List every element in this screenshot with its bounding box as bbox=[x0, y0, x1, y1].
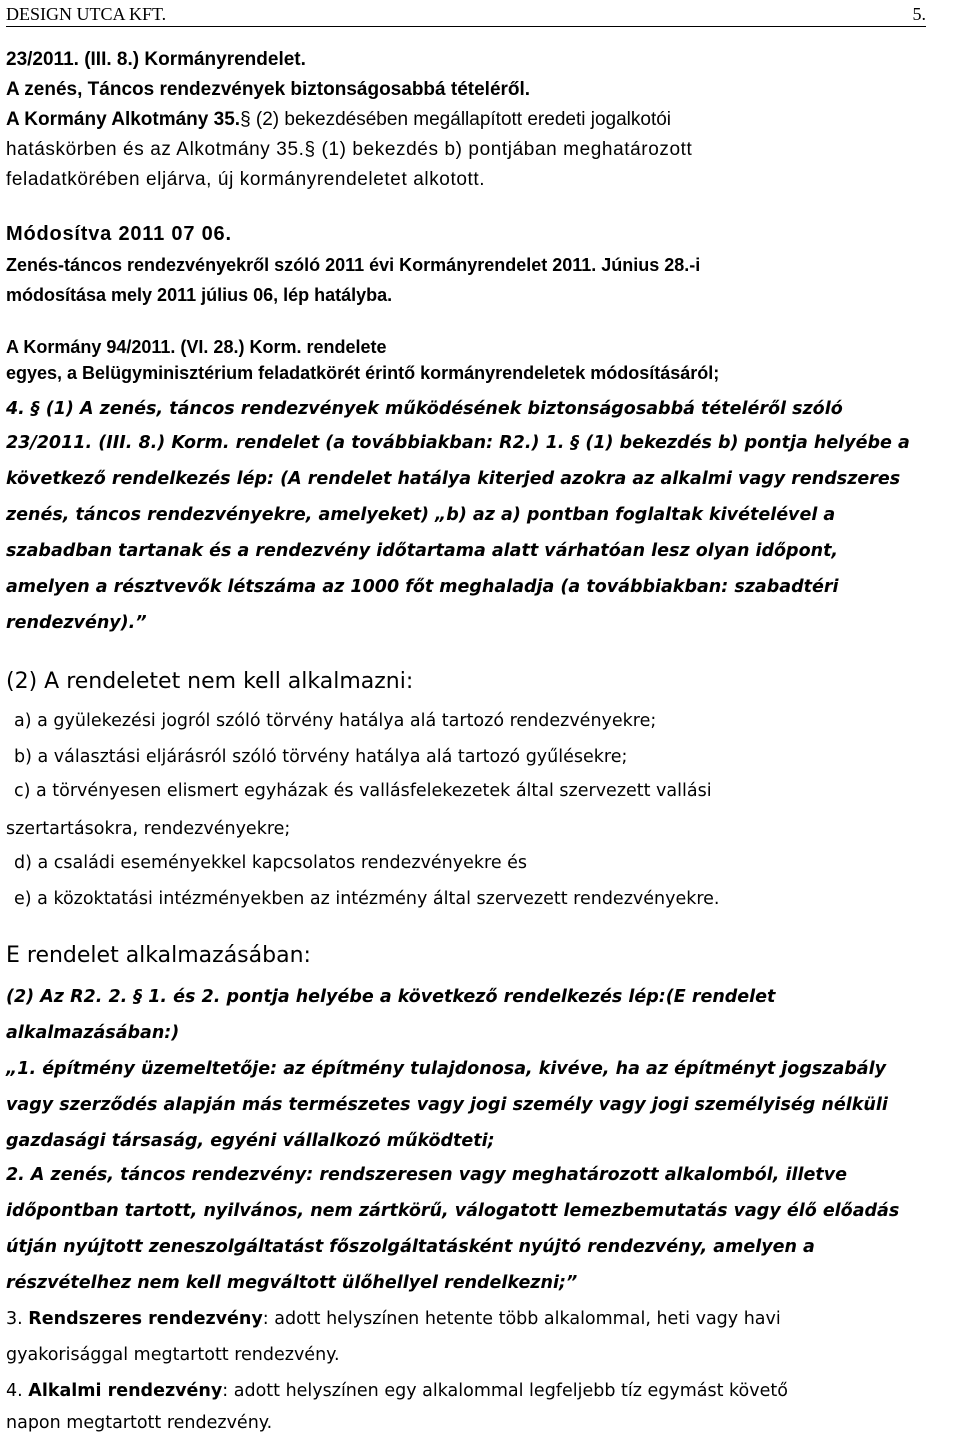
definition-1: gazdasági társaság, egyéni vállalkozó működteti; bbox=[6, 1131, 495, 1151]
definition-3-number: 3. bbox=[6, 1309, 23, 1329]
amendment-title: A Kormány 94/2011. (VI. 28.) Korm. rendelete bbox=[6, 337, 387, 357]
exemption-item: d) a családi eseményekkel kapcsolatos rendezvényekre és bbox=[14, 853, 528, 873]
decree-title: 23/2011. (III. 8.) Kormányrendelet. bbox=[6, 49, 306, 70]
exemptions-heading-text: A rendeletet nem kell alkalmazni: bbox=[44, 669, 414, 694]
company-name: DESIGN UTCA KFT. bbox=[6, 4, 167, 24]
preamble-rest: § (2) bekezdésében megállapított eredeti jogalkotói bbox=[240, 109, 672, 130]
exemption-item: a) a gyülekezési jogról szóló törvény hatálya alá tartozó rendezvényekre; bbox=[14, 711, 657, 731]
definition-4-term: Alkalmi rendezvény bbox=[28, 1381, 223, 1401]
definition-2: részvételhez nem kell megváltott ülőhellyel rendelkezni;” bbox=[6, 1273, 578, 1293]
definition-1: vagy szerződés alapján más természetes vagy jogi személy vagy jogi személyiség nélküli bbox=[6, 1095, 888, 1115]
definitions-heading: E rendelet alkalmazásában: bbox=[6, 943, 311, 968]
amendment-text: rendezvény).” bbox=[6, 613, 147, 633]
amendment-text: zenés, táncos rendezvényekre, amelyeket) „b) az a) pontban foglaltak kivételével a bbox=[6, 505, 836, 525]
exemption-item: e) a közoktatási intézményekben az intézmény által szervezett rendezvényekre. bbox=[14, 889, 720, 909]
amendment-text: következő rendelkezés lép: (A rendelet hatálya kiterjed azokra az alkalmi vagy rendszeres bbox=[6, 469, 901, 489]
definition-2: időpontban tartott, nyilvános, nem zártkörű, válogatott lemezbemutatás vagy élő előadás bbox=[6, 1201, 900, 1221]
page-number: 5. bbox=[912, 4, 926, 24]
exemptions-number: (2) bbox=[6, 669, 38, 694]
amendment-text: 4. § (1) A zenés, táncos rendezvények működésének biztonságosabbá tételéről szóló bbox=[6, 399, 843, 419]
page-header bbox=[6, 2, 926, 27]
decree-preamble-line: feladatkörében eljárva, új kormányrendeletet alkotott. bbox=[6, 169, 486, 190]
exemption-item: szertartásokra, rendezvényekre; bbox=[6, 819, 291, 839]
exemption-item: c) a törvényesen elismert egyházak és vallásfelekezetek által szervezett vallási bbox=[14, 781, 712, 801]
definition-4-number: 4. bbox=[6, 1381, 23, 1401]
definition-4 bbox=[6, 1376, 788, 1406]
decree-subtitle: A zenés, Táncos rendezvények biztonságosabbá tételéről. bbox=[6, 79, 531, 100]
exemption-item: b) a választási eljárásról szóló törvény hatálya alá tartozó gyűlésekre; bbox=[14, 747, 628, 767]
definition-4-text: : adott helyszínen egy alkalommal legfeljebb tíz egymást követő bbox=[222, 1381, 788, 1401]
definitions-intro: alkalmazásában:) bbox=[6, 1023, 180, 1043]
exemptions-heading bbox=[6, 666, 413, 698]
definition-2: 2. A zenés, táncos rendezvény: rendszeresen vagy meghatározott alkalomból, illetve bbox=[6, 1165, 847, 1185]
preamble-bold: A Kormány Alkotmány 35. bbox=[6, 109, 241, 130]
definition-3 bbox=[6, 1304, 781, 1334]
definition-1: „1. építmény üzemeltetője: az építmény tulajdonosa, kivéve, ha az építményt jogszabály bbox=[6, 1059, 887, 1079]
modified-text: módosítása mely 2011 július 06, lép hatályba. bbox=[6, 285, 393, 305]
amendment-text: szabadban tartanak és a rendezvény időtartama alatt várhatóan lesz olyan időpont, bbox=[6, 541, 839, 561]
definition-4: napon megtartott rendezvény. bbox=[6, 1413, 273, 1433]
amendment-text: amelyen a résztvevők létszáma az 1000 főt meghaladja (a továbbiakban: szabadtéri bbox=[6, 577, 839, 597]
definition-3-term: Rendszeres rendezvény bbox=[28, 1309, 263, 1329]
decree-preamble-line: hatáskörben és az Alkotmány 35.§ (1) bekezdés b) pontjában meghatározott bbox=[6, 139, 693, 160]
decree-preamble-line bbox=[6, 106, 671, 134]
definition-3-text: : adott helyszínen hetente több alkalommal, heti vagy havi bbox=[262, 1309, 781, 1329]
definition-3: gyakorisággal megtartott rendezvény. bbox=[6, 1345, 340, 1365]
amendment-text: 23/2011. (III. 8.) Korm. rendelet (a továbbiakban: R2.) 1. § (1) bekezdés b) pontja helyébe a bbox=[6, 433, 910, 453]
definitions-intro: (2) Az R2. 2. § 1. és 2. pontja helyébe a következő rendelkezés lép:(E rendelet bbox=[6, 987, 776, 1007]
definition-2: útján nyújtott zeneszolgáltatást főszolgáltatásként nyújtó rendezvény, amelyen a bbox=[6, 1237, 815, 1257]
modified-text: Zenés-táncos rendezvényekről szóló 2011 évi Kormányrendelet 2011. Június 28.-i bbox=[6, 255, 701, 275]
modified-heading: Módosítva 2011 07 06. bbox=[6, 223, 232, 245]
amendment-subtitle: egyes, a Belügyminisztérium feladatkörét érintő kormányrendeletek módosításáról; bbox=[6, 363, 720, 383]
